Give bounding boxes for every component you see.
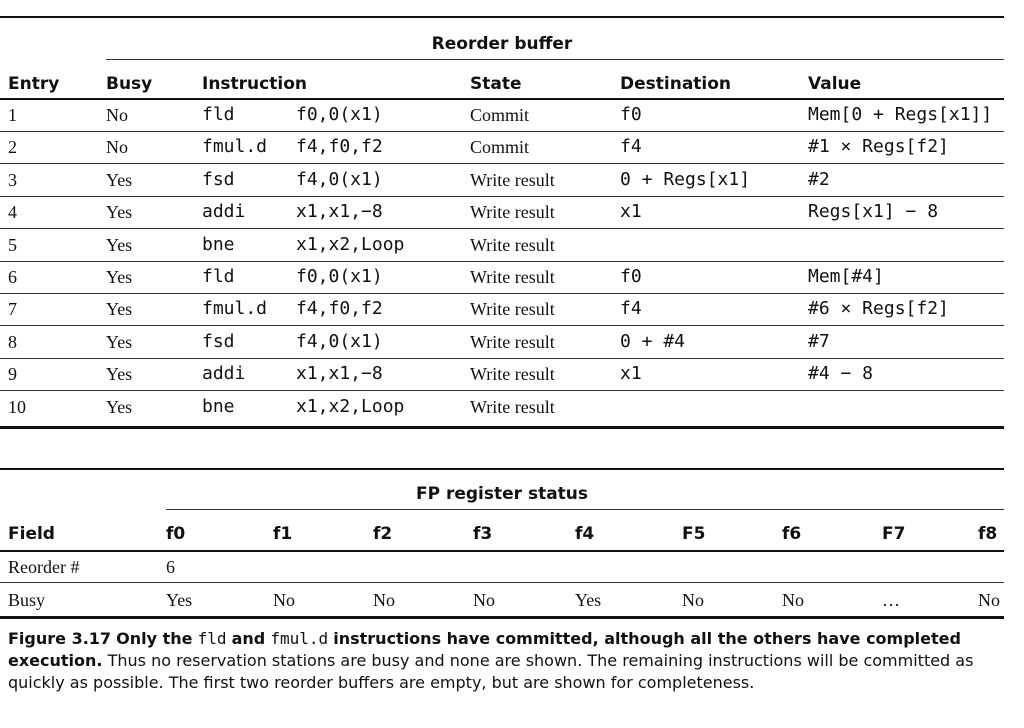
table-row — [0, 359, 1004, 391]
fp-busy-cell: Yes — [575, 590, 602, 610]
state-cell: Write result — [470, 234, 555, 255]
busy-cell: Yes — [106, 364, 133, 385]
header-entry: Entry — [8, 74, 60, 94]
destination-cell: 0 + Regs[x1] — [620, 168, 751, 190]
value-cell: #4 − 8 — [808, 363, 874, 385]
destination-cell: x1 — [620, 363, 642, 385]
fp-busy-label: Busy — [8, 590, 46, 610]
entry-cell: 10 — [8, 396, 26, 417]
busy-cell: Yes — [106, 299, 133, 320]
instruction-args-cell: f0,0(x1) — [296, 266, 383, 287]
state-cell: Write result — [470, 202, 555, 223]
destination-cell: f0 — [620, 266, 642, 287]
instruction-args-cell: x1,x2,Loop — [296, 395, 405, 417]
fp-register-header: f2 — [373, 524, 393, 544]
state-cell: Write result — [470, 364, 555, 385]
destination-cell: f4 — [620, 298, 642, 320]
fp-register-header: f1 — [273, 524, 293, 544]
instruction-args-cell: f4,f0,f2 — [296, 298, 383, 320]
instruction-op-cell: fld — [202, 104, 235, 125]
table-row — [0, 294, 1004, 326]
value-cell: Mem[0 + Regs[x1]] — [808, 104, 993, 125]
instruction-op-cell: bne — [202, 395, 235, 417]
table-row — [0, 392, 1004, 424]
instruction-args-cell: f4,0(x1) — [296, 330, 383, 352]
value-cell: #2 — [808, 168, 830, 190]
destination-cell: 0 + #4 — [620, 330, 686, 352]
entry-cell: 8 — [8, 331, 17, 352]
state-cell: Write result — [470, 267, 555, 287]
busy-cell: No — [106, 137, 128, 158]
entry-cell: 2 — [8, 137, 17, 158]
caption-bold-2: and — [231, 629, 266, 648]
instruction-op-cell: fld — [202, 266, 235, 287]
fp-register-header: f0 — [166, 524, 186, 544]
caption-code-fmul: fmul.d — [270, 629, 329, 648]
state-cell: Commit — [470, 105, 530, 125]
instruction-op-cell: addi — [202, 363, 246, 385]
fp-header-rule — [0, 550, 1004, 552]
value-cell: #7 — [808, 330, 830, 352]
caption-body: Thus no reservation stations are busy and none are shown. The remaining instructions will be committed as quickly as possible. The first two reorder buffers are empty, but are shown for completeness. — [8, 651, 974, 692]
entry-cell: 4 — [8, 202, 17, 223]
state-cell: Write result — [470, 331, 555, 352]
state-cell: Write result — [470, 396, 555, 417]
entry-cell: 7 — [8, 299, 17, 320]
fp-busy-cell: … — [882, 590, 900, 610]
fp-busy-cell: No — [782, 590, 804, 610]
fp-group-rule — [166, 509, 1004, 510]
instruction-op-cell: fmul.d — [202, 298, 268, 320]
destination-cell: x1 — [620, 201, 642, 223]
header-destination: Destination — [620, 74, 732, 94]
destination-cell: f4 — [620, 136, 642, 158]
fp-busy-cell: No — [682, 590, 704, 610]
fp-register-header: F5 — [682, 524, 706, 544]
table-row — [0, 262, 1004, 294]
busy-cell: Yes — [106, 267, 133, 287]
busy-cell: Yes — [106, 331, 133, 352]
table-row — [0, 100, 1004, 132]
instruction-op-cell: bne — [202, 233, 235, 255]
table-row — [0, 165, 1004, 197]
fp-reorder-cell: 6 — [166, 557, 175, 577]
entry-cell: 1 — [8, 105, 17, 125]
state-cell: Write result — [470, 299, 555, 320]
instruction-op-cell: fmul.d — [202, 136, 268, 158]
table-row — [0, 197, 1004, 229]
instruction-args-cell: f4,f0,f2 — [296, 136, 383, 158]
figure-caption — [8, 628, 1004, 694]
busy-cell: Yes — [106, 202, 133, 223]
top-rule — [0, 16, 1004, 18]
destination-cell: f0 — [620, 104, 642, 125]
header-state: State — [470, 74, 522, 94]
instruction-args-cell: f0,0(x1) — [296, 104, 383, 125]
instruction-args-cell: x1,x2,Loop — [296, 233, 405, 255]
instruction-args-cell: f4,0(x1) — [296, 168, 383, 190]
instruction-op-cell: addi — [202, 201, 246, 223]
value-cell: #6 × Regs[f2] — [808, 298, 949, 320]
value-cell: #1 × Regs[f2] — [808, 136, 949, 158]
fp-busy-cell: No — [273, 590, 295, 610]
fp-register-header: f8 — [978, 524, 998, 544]
header-busy: Busy — [106, 74, 153, 94]
fp-register-header: f6 — [782, 524, 802, 544]
header-value: Value — [808, 74, 862, 94]
fp-busy-cell: No — [978, 590, 1000, 610]
fp-top-rule — [0, 468, 1004, 470]
value-cell: Mem[#4] — [808, 266, 884, 287]
instruction-op-cell: fsd — [202, 168, 235, 190]
fp-reorder-label: Reorder # — [8, 557, 80, 577]
busy-cell: Yes — [106, 169, 133, 190]
fp-header-field: Field — [8, 524, 55, 544]
state-cell: Write result — [470, 169, 555, 190]
fp-busy-cell: No — [373, 590, 395, 610]
caption-bold-3: instructions have committed, although all the others have completed execution. — [8, 629, 961, 670]
entry-cell: 6 — [8, 267, 17, 287]
entry-cell: 3 — [8, 169, 17, 190]
fp-register-status-title: FP register status — [415, 484, 589, 504]
busy-cell: Yes — [106, 396, 133, 417]
fp-register-header: F7 — [882, 524, 906, 544]
entry-cell: 9 — [8, 364, 17, 385]
caption-bold-1: Only the — [116, 629, 193, 648]
group-rule — [106, 59, 1004, 60]
state-cell: Commit — [470, 137, 530, 158]
fp-row-rule — [0, 582, 1004, 583]
table-row — [0, 230, 1004, 262]
busy-cell: Yes — [106, 234, 133, 255]
entry-cell: 5 — [8, 234, 17, 255]
instruction-args-cell: x1,x1,−8 — [296, 363, 383, 385]
table-row — [0, 327, 1004, 359]
caption-code-fld: fld — [197, 629, 227, 648]
busy-cell: No — [106, 105, 128, 125]
instruction-op-cell: fsd — [202, 330, 235, 352]
fp-register-header: f3 — [473, 524, 493, 544]
table-row — [0, 132, 1004, 164]
fp-register-header: f4 — [575, 524, 595, 544]
header-instruction: Instruction — [202, 74, 307, 94]
fp-busy-cell: Yes — [166, 590, 193, 610]
figure-label: Figure 3.17 — [8, 629, 112, 648]
value-cell: Regs[x1] − 8 — [808, 201, 939, 223]
fp-bottom-rule — [0, 616, 1004, 619]
instruction-args-cell: x1,x1,−8 — [296, 201, 383, 223]
bottom-rule — [0, 426, 1004, 429]
reorder-buffer-title: Reorder buffer — [431, 34, 573, 54]
fp-busy-cell: No — [473, 590, 495, 610]
